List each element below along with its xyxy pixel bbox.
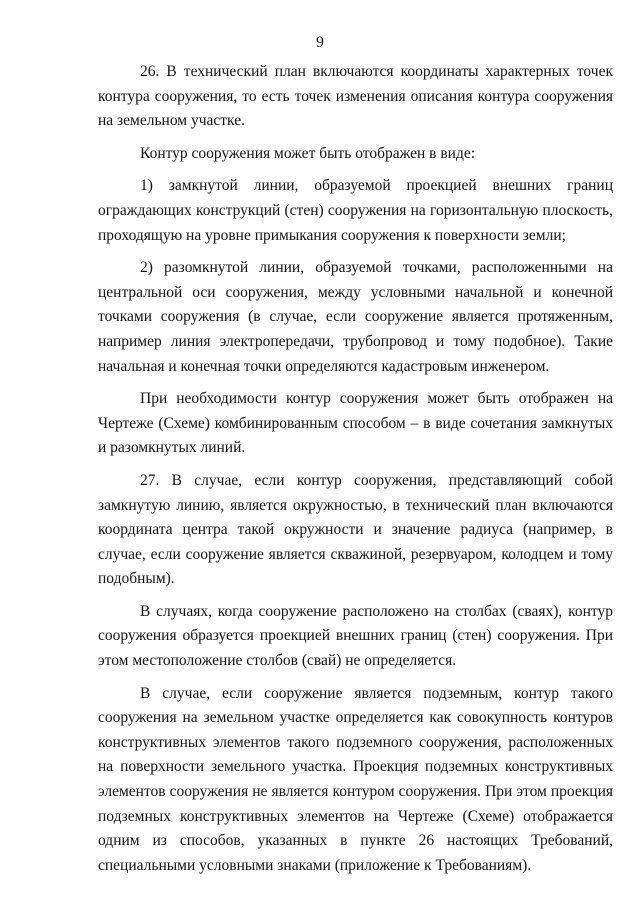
paragraph-closed-line: 1) замкнутой линии, образуемой проекцией внешних границ ограждающих конструкций (стен) сооружения на горизонтальную плоскость, проходящую на уровне примыкания сооружения к поверхности земли; — [98, 177, 613, 244]
paragraph-open-line: 2) разомкнутой линии, образуемой точками, расположенными на центральной оси сооружения, между условными начальной и конечной точками сооружения (в случае, если сооружение является протяженным, например линия электропередачи, трубопровод и тому подобное). Такие начальная и конечная точки определяются кадастровым инженером. — [98, 259, 613, 375]
paragraph-combined-method: При необходимости контур сооружения может быть отображен на Чертеже (Схеме) комбинированным способом – в виде сочетания замкнутых и разомкнутых линий. — [98, 390, 613, 457]
page-number: 9 — [316, 34, 324, 51]
paragraph-27-circle: 27. В случае, если контур сооружения, представляющий собой замкнутую линию, является окружностью, в технический план включаются координата центра такой окружности и значение радиуса (например, в случае, если сооружение является скважиной, резервуаром, колодцем и тому подобным). — [98, 471, 613, 588]
paragraph-contour-forms: Контур сооружения может быть отображен в виде: — [140, 144, 476, 162]
document-body — [98, 60, 613, 886]
paragraph-underground: В случае, если сооружение является подземным, контур такого сооружения на земельном участке определяется как совокупность контуров конструктивных элементов такого подземного сооружения, расположенных на поверхности земельного участка. Проекция подземных конструктивных элементов сооружения не является контуром сооружения. При этом проекция подземных конструктивных элементов на Чертеже (Схеме) отображается одним из способов, указанных в пункте 26 настоящих Требований, специальными условными знаками (приложение к Требованиям). — [98, 684, 613, 874]
paragraph-piles: В случаях, когда сооружение расположено на столбах (сваях), контур сооружения образуется проекцией внешних границ (стен) сооружения. При этом местоположение столбов (свай) не определяется. — [98, 602, 613, 670]
paragraph-26-intro: 26. В технический план включаются координаты характерных точек контура сооружения, то есть точек изменения описания контура сооружения на земельном участке. — [98, 63, 613, 130]
